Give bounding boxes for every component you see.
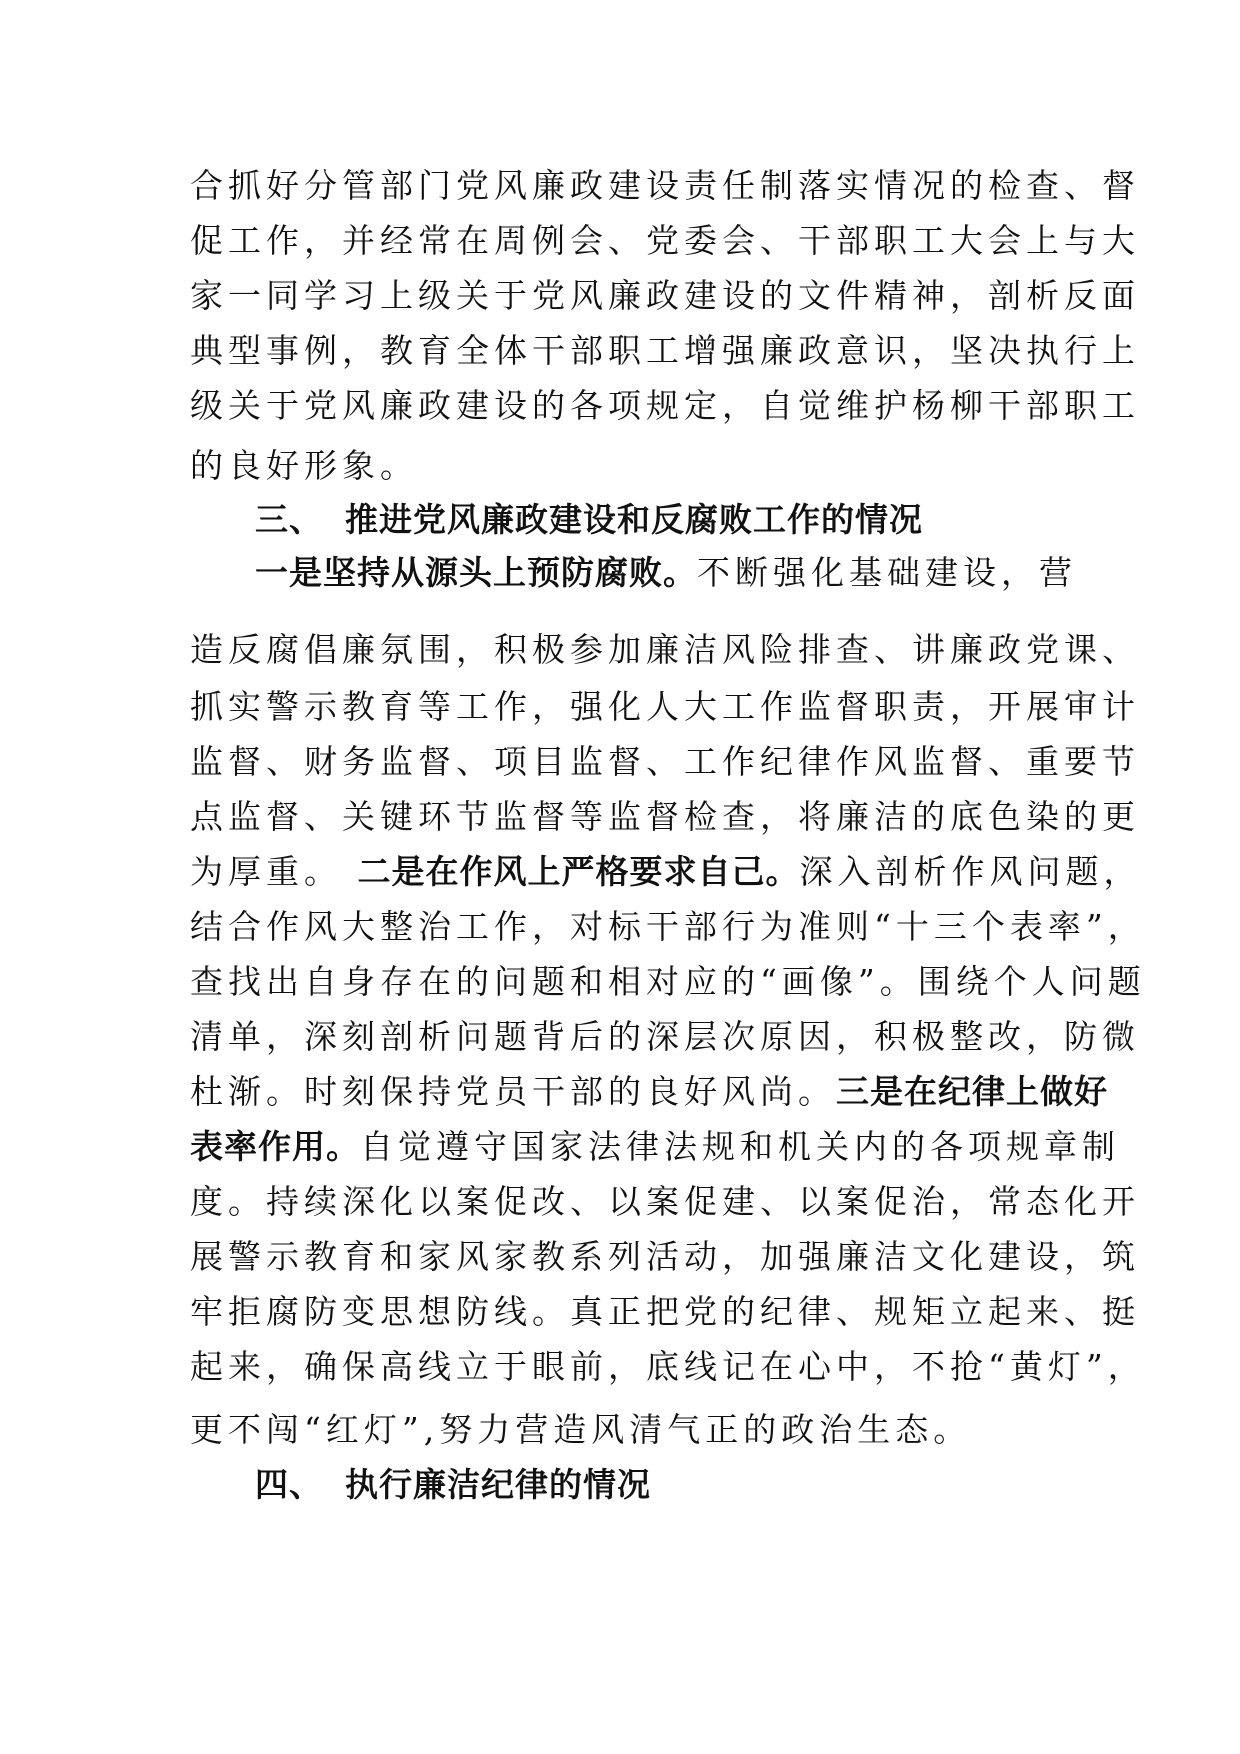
body-line: 度。持续深化以案促改、以案促建、以案促治，常态化开 (190, 1182, 1140, 1221)
paragraph-first-line (255, 553, 1135, 595)
body-line (190, 852, 1142, 894)
body-line (190, 1127, 1120, 1169)
body-line: 起来，确保高线立于眼前，底线记在心中，不抢“黄灯”， (190, 1347, 1146, 1386)
body-line: 结合作风大整治工作，对标干部行为准则“十三个表率”， (190, 907, 1146, 946)
body-line: 抓实警示教育等工作，强化人大工作监督职责，开展审计 (190, 687, 1140, 726)
body-line: 展警示教育和家风家教系列活动，加强廉洁文化建设，筑 (190, 1237, 1140, 1276)
body-line: 促工作，并经常在周例会、党委会、干部职工大会上与大 (190, 221, 1140, 260)
section-number: 四、 (255, 1465, 323, 1504)
body-line: 级关于党风廉政建设的各项规定，自觉维护杨柳干部职工 (190, 386, 1140, 425)
body-line: 造反腐倡廉氛围，积极参加廉洁风险排查、讲廉政党课、 (190, 630, 1140, 669)
section-heading-4 (255, 1465, 1135, 1507)
body-line: 点监督、关键环节监督等监督检查，将廉洁的底色染的更 (190, 797, 1140, 836)
point-label-3: 三是在纪律上做好 (836, 1072, 1108, 1111)
body-line: 牢拒腐防变思想防线。真正把党的纪律、规矩立起来、挺 (190, 1292, 1140, 1331)
point-label-1: 一是坚持从源头上预防腐败。 (255, 553, 697, 592)
section-number: 三、 (255, 500, 323, 539)
point-label-3-cont: 表率作用。 (190, 1127, 360, 1166)
body-text: 为厚重。 (190, 852, 342, 891)
body-line (190, 1072, 1108, 1114)
point-label-2: 二是在作风上严格要求自己。 (357, 852, 800, 891)
section-heading-3 (255, 500, 1135, 542)
body-line: 典型事例，教育全体干部职工增强廉政意识，坚决执行上 (190, 331, 1140, 370)
body-text: 杜渐。时刻保持党员干部的良好风尚。 (190, 1072, 836, 1111)
section-title: 推进党风廉政建设和反腐败工作的情况 (345, 500, 923, 539)
body-text: 不断强化基础建设，营 (697, 553, 1077, 592)
body-line: 合抓好分管部门党风廉政建设责任制落实情况的检查、督 (190, 166, 1140, 205)
body-text: 深入剖析作风问题， (799, 852, 1142, 891)
body-text: 自觉遵守国家法律法规和机关内的各项规章制 (360, 1127, 1120, 1166)
section-title: 执行廉洁纪律的情况 (345, 1465, 651, 1504)
body-line: 查找出自身存在的问题和相对应的“画像”。围绕个人问题 (190, 962, 1146, 1001)
body-line: 更不闯“红灯”,努力营造风清气正的政治生态。 (190, 1410, 972, 1449)
body-line: 家一同学习上级关于党风廉政建设的文件精神，剖析反面 (190, 276, 1140, 315)
body-line: 监督、财务监督、项目监督、工作纪律作风监督、重要节 (190, 742, 1140, 781)
body-line: 清单，深刻剖析问题背后的深层次原因，积极整改，防微 (190, 1017, 1140, 1056)
body-line: 的良好形象。 (190, 446, 418, 485)
